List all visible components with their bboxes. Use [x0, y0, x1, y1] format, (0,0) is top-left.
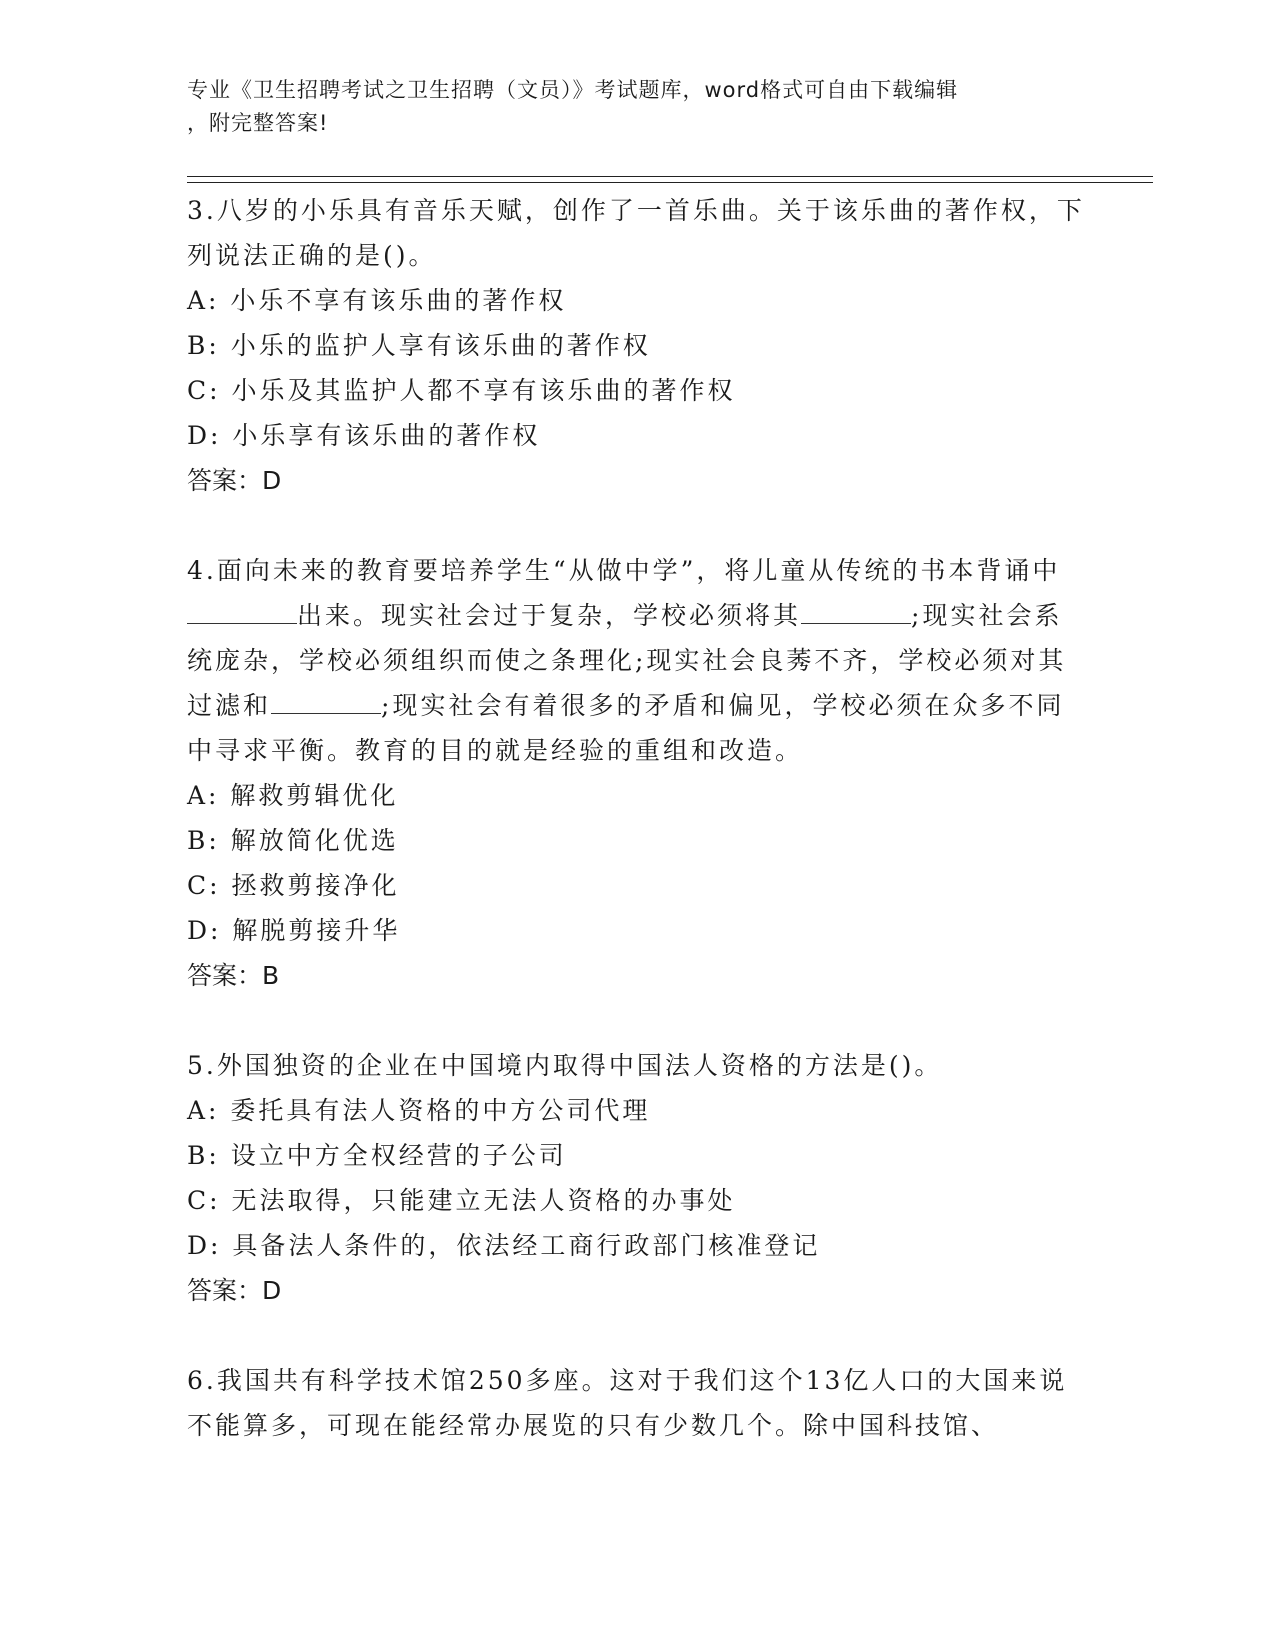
- fill-blank-1: [187, 595, 297, 624]
- question-3: [187, 188, 1087, 503]
- question-4-text-part-1: 4.面向未来的教育要培养学生“从做中学”，将儿童从传统的书本背诵中: [187, 556, 1061, 585]
- question-4-text: [187, 548, 1087, 773]
- question-5-option-d: D: 具备法人条件的，依法经工商行政部门核准登记: [187, 1231, 821, 1260]
- spacer: [187, 503, 1087, 548]
- question-5-answer: 答案：D: [187, 1276, 282, 1305]
- fill-blank-3: [271, 685, 381, 714]
- question-4-option-a: A: 解救剪辑优化: [187, 781, 399, 810]
- question-5-option-b: B: 设立中方全权经营的子公司: [187, 1141, 567, 1170]
- question-5-option-c: C: 无法取得，只能建立无法人资格的办事处: [187, 1186, 736, 1215]
- question-4-answer: 答案：B: [187, 961, 280, 990]
- question-4-text-part-2: 出来。现实社会过于复杂，学校必须将其: [297, 601, 802, 630]
- question-3-option-a: A: 小乐不享有该乐曲的著作权: [187, 286, 567, 315]
- question-3-option-c: C: 小乐及其监护人都不享有该乐曲的著作权: [187, 376, 736, 405]
- question-4-text-part-4: ;现实社会有着很多的矛盾和偏见，学校必须在众多不同中寻求平衡。教育的目的就是经验的重组和改造。: [187, 691, 1065, 765]
- question-4-option-b: B: 解放简化优选: [187, 826, 399, 855]
- question-3-option-d: D: 小乐享有该乐曲的著作权: [187, 421, 541, 450]
- fill-blank-2: [801, 595, 911, 624]
- spacer: [187, 1313, 1087, 1358]
- question-4-text-part-3: ;现实社会系统庞杂，学校必须组织而使之条理化;现实社会良莠不齐，学校必须对其过滤和: [187, 601, 1067, 720]
- question-3-option-b: B: 小乐的监护人享有该乐曲的著作权: [187, 331, 651, 360]
- header-divider-bottom: [187, 182, 1153, 183]
- header-title-line-2: ，附完整答案!: [187, 111, 329, 135]
- question-6: [187, 1358, 1087, 1448]
- question-3-answer: 答案：D: [187, 466, 282, 495]
- spacer: [187, 998, 1087, 1043]
- question-4-option-d: D: 解脱剪接升华: [187, 916, 401, 945]
- header-title-line-1: 专业《卫生招聘考试之卫生招聘（文员）》考试题库，word格式可自由下载编辑: [187, 78, 959, 102]
- question-4: [187, 548, 1087, 998]
- question-list: [187, 188, 1087, 1448]
- header-divider-top: [187, 176, 1153, 177]
- question-6-text: 6.我国共有科学技术馆250多座。这对于我们这个13亿人口的大国来说不能算多，可现在能经常办展览的只有少数几个。除中国科技馆、: [187, 1366, 1068, 1440]
- document-header: [187, 74, 1067, 140]
- question-5-text: 5.外国独资的企业在中国境内取得中国法人资格的方法是()。: [187, 1051, 943, 1080]
- question-4-option-c: C: 拯救剪接净化: [187, 871, 400, 900]
- question-5: [187, 1043, 1087, 1313]
- question-3-text: 3.八岁的小乐具有音乐天赋，创作了一首乐曲。关于该乐曲的著作权，下列说法正确的是()。: [187, 196, 1085, 270]
- question-5-option-a: A: 委托具有法人资格的中方公司代理: [187, 1096, 651, 1125]
